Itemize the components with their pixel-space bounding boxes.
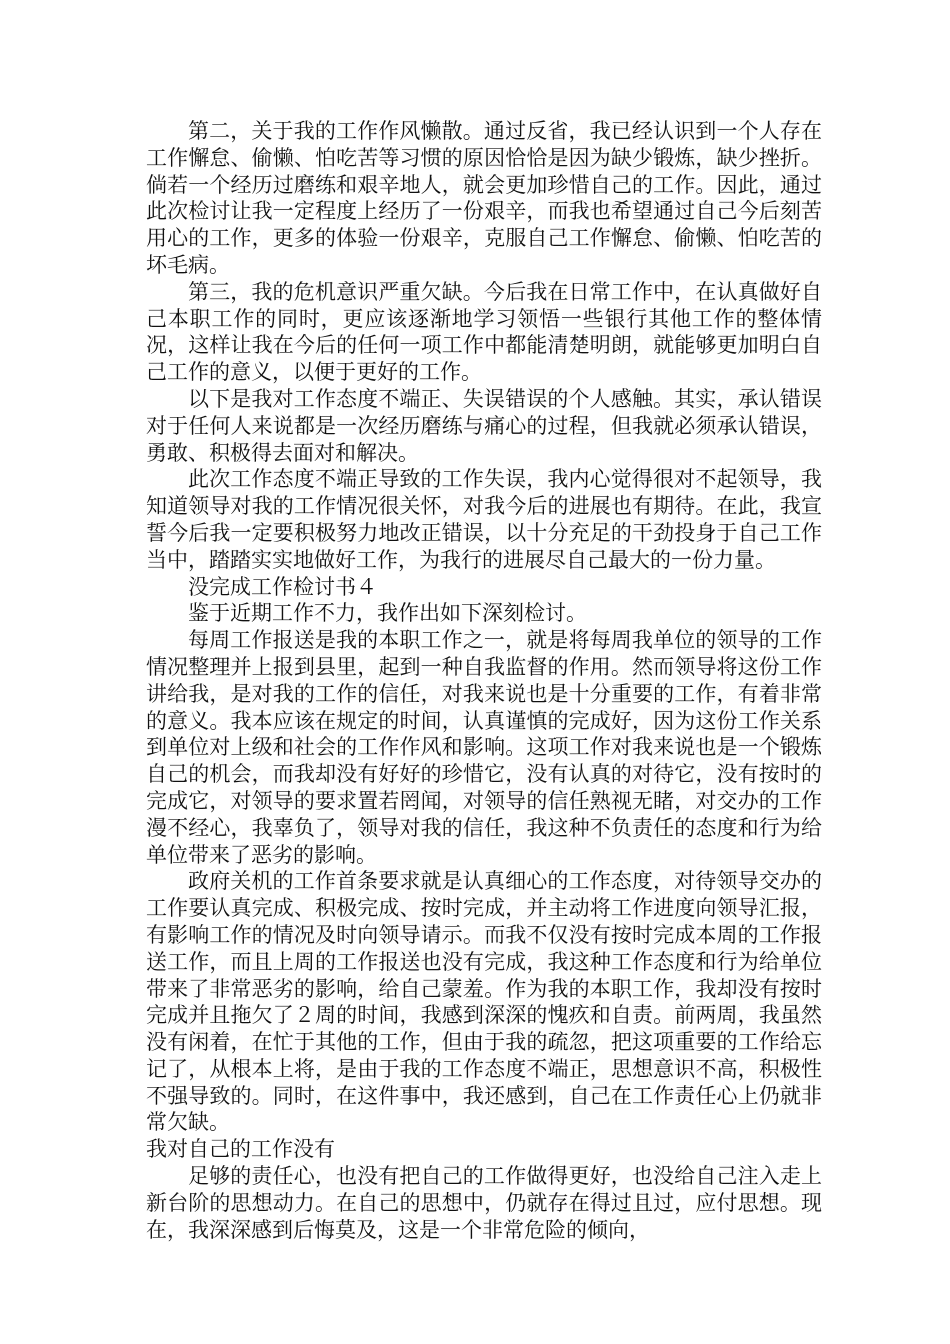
paragraph-personal-reflection: 以下是我对工作态度不端正、失误错误的个人感触。其实，承认错误对于任何人来说都是一次经历磨练与痛心的过程，但我就必须承认错误，勇敢、积极得去面对和解决。 xyxy=(146,386,822,465)
section-heading: 没完成工作检讨书４ xyxy=(188,574,377,599)
paragraph-government-requirements: 政府关机的工作首条要求就是认真细心的工作态度，对待领导交办的工作要认真完成、积极完成、按时完成，并主动将工作进度向领导汇报，有影响工作的情况及时向领导请示。而我不仅没有按时完成本周的工作报送工作，而且上周的工作报送也没有完成，我这种工作态度和行为给单位带来了非常恶劣的影响，给自己蒙羞。作为我的本职工作，我却没有按时完成并且拖欠了２周的时间，我感到深深的愧疚和自责。前两周，我虽然没有闲着，在忙于其他的工作，但由于我的疏忽，把这项重要的工作给忘记了，从根本上将，是由于我的工作态度不端正，思想意识不高，积极性不强导致的。同时，在这件事中，我还感到，自己在工作责任心上仍就非常欠缺。 xyxy=(146,869,822,1135)
paragraph-weekly-report: 每周工作报送是我的本职工作之一，就是将每周我单位的领导的工作情况整理并上报到县里，起到一种自我监督的作用。然而领导将这份工作讲给我，是对我的工作的信任，对我来说也是十分重要的工作，有着非常的意义。我本应该在规定的时间，认真谨慎的完成好，因为这份工作关系到单位对上级和社会的工作作风和影响。这项工作对我来说也是一个锻炼自己的机会，而我却没有好好的珍惜它，没有认真的对待它，没有按时的完成它，对领导的要求置若罔闻，对领导的信任熟视无睹，对交办的工作漫不经心，我辜负了，领导对我的信任，我这种不负责任的态度和行为给单位带来了恶劣的影响。 xyxy=(146,628,822,867)
document-page xyxy=(146,118,822,1243)
paragraph-crisis-awareness: 第三，我的危机意识严重欠缺。今后我在日常工作中，在认真做好自己本职工作的同时，更应该逐渐地学习领悟一些银行其他工作的整体情况，这样让我在今后的任何一项工作中都能清楚明朗，就能够更加明白自己工作的意义，以便于更好的工作。 xyxy=(146,279,822,385)
paragraph-responsibility: 足够的责任心，也没有把自己的工作做得更好，也没给自己注入走上新台阶的思想动力。在自己的思想中，仍就存在得过且过，应付思想。现在，我深深感到后悔莫及，这是一个非常危险的倾向， xyxy=(146,1164,822,1242)
paragraph-pledge: 此次工作态度不端正导致的工作失误，我内心觉得很对不起领导，我知道领导对我的工作情况很关怀，对我今后的进展也有期待。在此，我宣誓今后我一定要积极努力地改正错误，以十分充足的干劲投身于自己工作当中，踏踏实实地做好工作，为我行的进展尽自己最大的一份力量。 xyxy=(146,467,822,572)
paragraph-intro: 鉴于近期工作不力，我作出如下深刻检讨。 xyxy=(188,601,587,626)
paragraph-work-style: 第二，关于我的工作作风懒散。通过反省，我已经认识到一个人存在工作懈怠、偷懒、怕吃苦等习惯的原因恰恰是因为缺少锻炼，缺少挫折。倘若一个经历过磨练和艰辛地人，就会更加珍惜自己的工作。因此，通过此次检讨让我一定程度上经历了一份艰辛，而我也希望通过自己今后刻苦用心的工作，更多的体验一份艰辛，克服自己工作懈怠、偷懒、怕吃苦的坏毛病。 xyxy=(146,119,822,277)
paragraph-fragment: 我对自己的工作没有 xyxy=(146,1137,335,1162)
